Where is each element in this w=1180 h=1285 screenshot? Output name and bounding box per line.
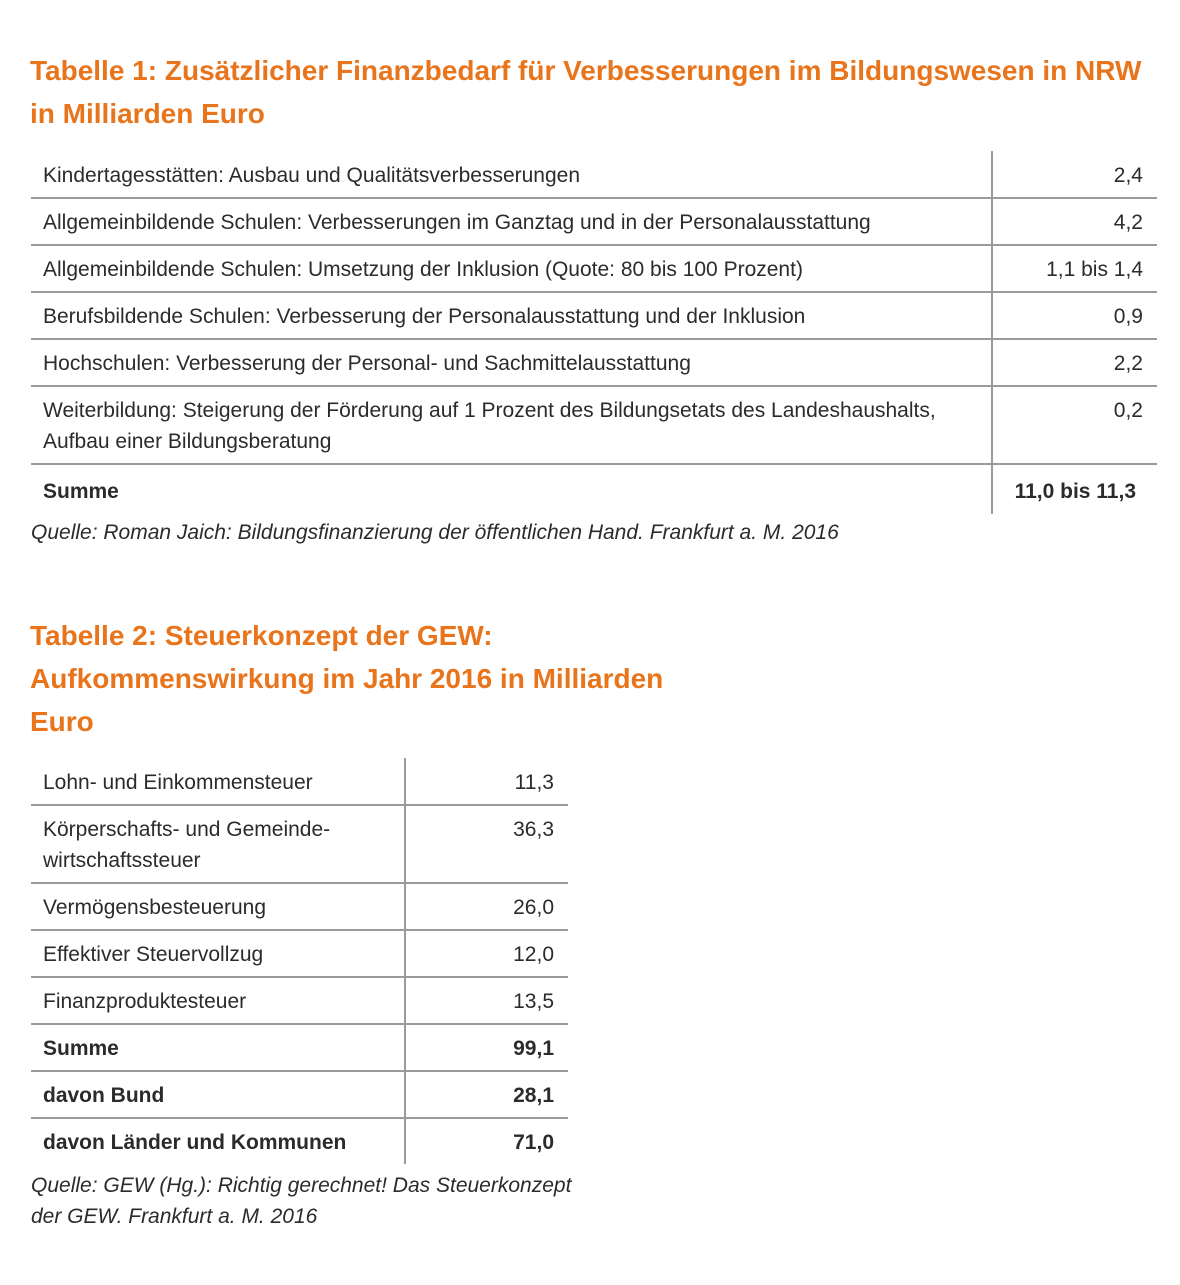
row-value: 36,3 [405,805,568,883]
table1-title: Tabelle 1: Zusätzlicher Finanzbedarf für Verbesserungen im Bildungswesen in NRW in Milliarden Euro [30,55,1142,129]
table2-source: Quelle: GEW (Hg.): Richtig gerechnet! Das Steuerkonzept der GEW. Frankfurt a. M. 2016 [31,1174,572,1228]
row-value: 11,3 [405,758,568,805]
row-label: Kindertagesstätten: Ausbau und Qualitätsverbesserungen [31,151,992,198]
table1 [31,151,1157,514]
table-row [31,977,568,1024]
table-row [31,245,1157,292]
row-value: 26,0 [405,883,568,930]
row-value: 1,1 bis 1,4 [992,245,1157,292]
total-label: davon Länder und Kommunen [43,1131,347,1154]
row-value: 4,2 [992,198,1157,245]
row-value: 0,9 [992,292,1157,339]
total-value: 99,1 [405,1024,568,1071]
table-row [31,883,568,930]
table-row [31,198,1157,245]
row-label: Allgemeinbildende Schulen: Verbesserungen im Ganztag und in der Personalausstattung [31,198,992,245]
row-label: Körperschafts- und Gemeinde-wirtschaftssteuer [31,805,405,883]
row-label: Lohn- und Einkommensteuer [31,758,405,805]
total-label: Summe [43,480,119,503]
total-value: 71,0 [405,1118,568,1164]
table1-source: Quelle: Roman Jaich: Bildungsfinanzierung der öffentlichen Hand. Frankfurt a. M. 2016 [31,521,839,544]
row-value: 13,5 [405,977,568,1024]
row-label: Finanzproduktesteuer [31,977,405,1024]
table-row [31,151,1157,198]
total-row [31,1118,568,1164]
total-value: 28,1 [405,1071,568,1118]
total-row [31,464,1157,514]
row-label: Berufsbildende Schulen: Verbesserung der Personalausstattung und der Inklusion [31,292,992,339]
row-label: Effektiver Steuervollzug [31,930,405,977]
table-row [31,292,1157,339]
table-row [31,386,1157,464]
table-row [31,339,1157,386]
table2 [31,758,568,1164]
row-value: 2,2 [992,339,1157,386]
total-label: Summe [31,1024,405,1071]
row-value: 2,4 [992,151,1157,198]
total-label: davon Bund [31,1071,405,1118]
total-row [31,1071,568,1118]
table-row [31,758,568,805]
table-row [31,930,568,977]
row-label: Vermögensbesteuerung [31,883,405,930]
table-row [31,805,568,883]
row-label: Hochschulen: Verbesserung der Personal- und Sachmittelausstattung [31,339,992,386]
row-value: 12,0 [405,930,568,977]
row-value: 0,2 [992,386,1157,464]
row-label: Allgemeinbildende Schulen: Umsetzung der Inklusion (Quote: 80 bis 100 Prozent) [31,245,992,292]
total-row [31,1024,568,1071]
row-label: Weiterbildung: Steigerung der Förderung auf 1 Prozent des Bildungsetats des Landeshaushalts, Aufbau einer Bildungsberatung [31,386,992,464]
table2-title: Tabelle 2: Steuerkonzept der GEW: Aufkommenswirkung im Jahr 2016 in Milliarden Euro [30,620,664,737]
total-value: 11,0 bis 11,3 [992,464,1157,514]
